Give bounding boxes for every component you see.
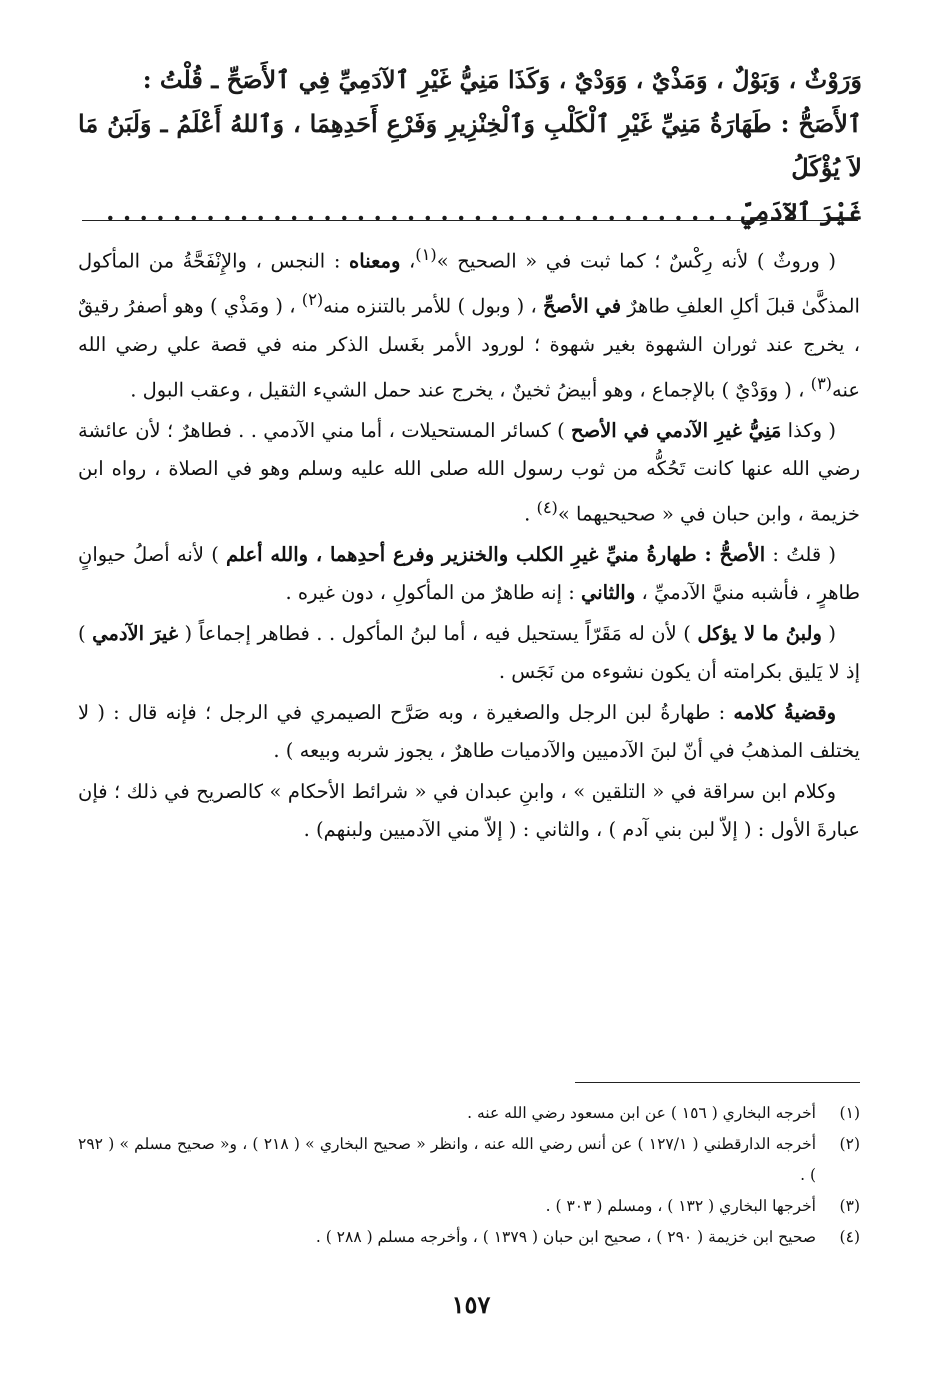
commentary-text: ، ( ووَدْيٌ ) بالإجماع ، وهو أبيضُ ثخينٌ ، يخرج عند حمل الشيء الثقيل ، وعقب البول . (130, 378, 811, 401)
commentary-text: ) إذ لا يَليق بكرامته أن يكون نشوءه من نَجَس . (78, 621, 860, 683)
footnote-number: (١) (839, 1104, 860, 1122)
commentary (78, 236, 860, 852)
commentary-text: ( وروثٌ ) لأنه رِكْسٌ ؛ كما ثبت في « الصحيح » (436, 249, 836, 273)
footnote-ref: (١) (415, 245, 437, 264)
commentary-emphasis: غيرَ الآدمي (92, 621, 179, 645)
footnote-text: أخرجها البخاري ( ١٣٢ ) ، ومسلم ( ٣٠٣ ) . (545, 1197, 816, 1215)
commentary-emphasis: ومعناه (349, 249, 401, 273)
main-text-line: وَرَوْثٌ ، وَبَوْلٌ ، وَمَذْيٌ ، وَوَدْيٌ ، وَكَذَا مَنِيُّ غَيْرِ ٱلآدَمِيِّ فِي ٱلأَصَحِّ ـ قُلْتُ : (142, 65, 862, 94)
commentary-text: : إنه طاهرٌ من المأكولِ ، دون غيره . (285, 581, 581, 604)
main-text-line: ٱلأَصَحُّ : طَهَارَةُ مَنِيِّ غَيْرِ ٱلْكَلْبِ وَٱلْخِنْزِيرِ وَفَرْعِ أَحَدِهِمَا ، وَٱللهُ أَعْلَمُ ـ وَلَبَنُ مَا لاَ يُؤْكَلُ (78, 109, 862, 182)
commentary-text: ( وكذا (781, 418, 836, 442)
commentary-text: : طهارةُ لبن الرجل والصغيرة ، وبه صَرَّح الصيمري في الرجل ؛ فإنه قال : ( لا يختلف المذهبُ في أنّ لبنَ الآدميين والآدميات طاهرٌ ، يجوز شربه وبيعه ) . (78, 700, 860, 762)
footnote-divider (575, 1082, 860, 1083)
commentary-emphasis: في الأصحِّ (542, 294, 622, 318)
footnote (78, 1098, 860, 1129)
commentary-paragraph (78, 694, 860, 771)
main-text-divider (82, 220, 858, 221)
commentary-text: ) كسائر المستحيلات ، أما مني الآدمي . . فطاهرٌ ؛ لأن عائشة رضي الله عنها كانت تَحُكُّه من ثوب رسول الله صلى الله عليه وسلم وهو في الصلاة ، رواه ابن خزيمة ، وابن حبان في « صحيحيهما » (78, 418, 860, 525)
commentary-text: . (524, 502, 537, 525)
commentary-emphasis: ولبنُ ما لا يؤكل (697, 621, 822, 645)
commentary-paragraph: وكلام ابن سراقة في « التلقين » ، وابنِ عبدان في « شرائط الأحكام » كالصريح في ذلك ؛ فإن عبارةَ الأول : ( إلاّ لبن بني آدم ) ، والثاني : ( إلاّ مني الآدميين ولبنهم) . (78, 779, 860, 841)
commentary-text: ( (821, 621, 837, 645)
footnote (78, 1191, 860, 1222)
main-text (78, 58, 862, 234)
commentary-text: ) لأن له مَقَرّاً يستحيل فيه ، أما لبنُ المأكول . . فطاهر إجماعاً ( (178, 621, 698, 645)
commentary-text: ، (400, 249, 416, 273)
commentary-text: ، ( وبول ) للأمر بالتنزه منه (323, 294, 543, 318)
footnote-number: (٤) (839, 1228, 860, 1246)
footnote-text: أخرجه البخاري ( ١٥٦ ) عن ابن مسعود رضي الله عنه . (467, 1104, 816, 1122)
commentary-paragraph (78, 412, 860, 534)
footnote-text: أخرجه الدارقطني ( ١٢٧/١ ) عن أنس رضي الله عنه ، وانظر « صحيح البخاري » ( ٢١٨ ) ، و« صحيح مسلم » ( ٢٩٢ ) . (78, 1135, 817, 1184)
main-text-line: غَيْرَ ٱلآدَمِيِّ . . . . . . . . . . . . . . . . . . . . . . . . . . . . . . . . . . . . . . (106, 197, 862, 226)
commentary-text: : النجس ، والإِنْفَحَّةُ من المأكول المذكَّىٰ قبلَ أكلِ العلفِ طاهرٌ (78, 249, 860, 318)
footnote-number: (٢) (839, 1135, 860, 1153)
commentary-emphasis: الأصحُّ : طهارةُ منيِّ غيرِ الكلب والخنزير وفرع أحدِهما ، والله أعلم (226, 542, 766, 566)
footnote-ref: (٢) (301, 290, 324, 309)
commentary-paragraph (78, 536, 860, 613)
commentary-text: ، ( ومَذْي ) وهو أصفرُ رقيقٌ ، يخرج عند ثوران الشهوة بغير شهوة ؛ لورود الأمر بغَسل الذكر منه في قصة علي رضي الله عنه (78, 294, 860, 401)
footnote-number: (٣) (839, 1197, 860, 1215)
commentary-emphasis: والثاني (580, 581, 636, 604)
footnote-ref: (٣) (810, 373, 833, 393)
commentary-text: ) لأنه أصلُ حيوانٍ طاهرٍ ، فأشبه منيَّ الآدميِّ ، (78, 542, 860, 604)
footnote (78, 1222, 860, 1253)
footnotes (78, 1098, 860, 1253)
footnote-ref: (٤) (536, 497, 558, 517)
commentary-emphasis: وقضيةُ كلامه (733, 700, 836, 724)
page-number: ١٥٧ (451, 1290, 491, 1319)
footnote (78, 1129, 860, 1191)
commentary-text: ( قلتُ : (765, 542, 836, 566)
footnote-text: صحيح ابن خزيمة ( ٢٩٠ ) ، صحيح ابن حبان ( ١٣٧٩ ) ، وأخرجه مسلم ( ٢٨٨ ) . (315, 1228, 816, 1246)
commentary-paragraph (78, 236, 860, 410)
commentary-emphasis: مَنِيُّ غيرِ الآدمي في الأصح (571, 418, 782, 442)
commentary-paragraph (78, 615, 860, 692)
